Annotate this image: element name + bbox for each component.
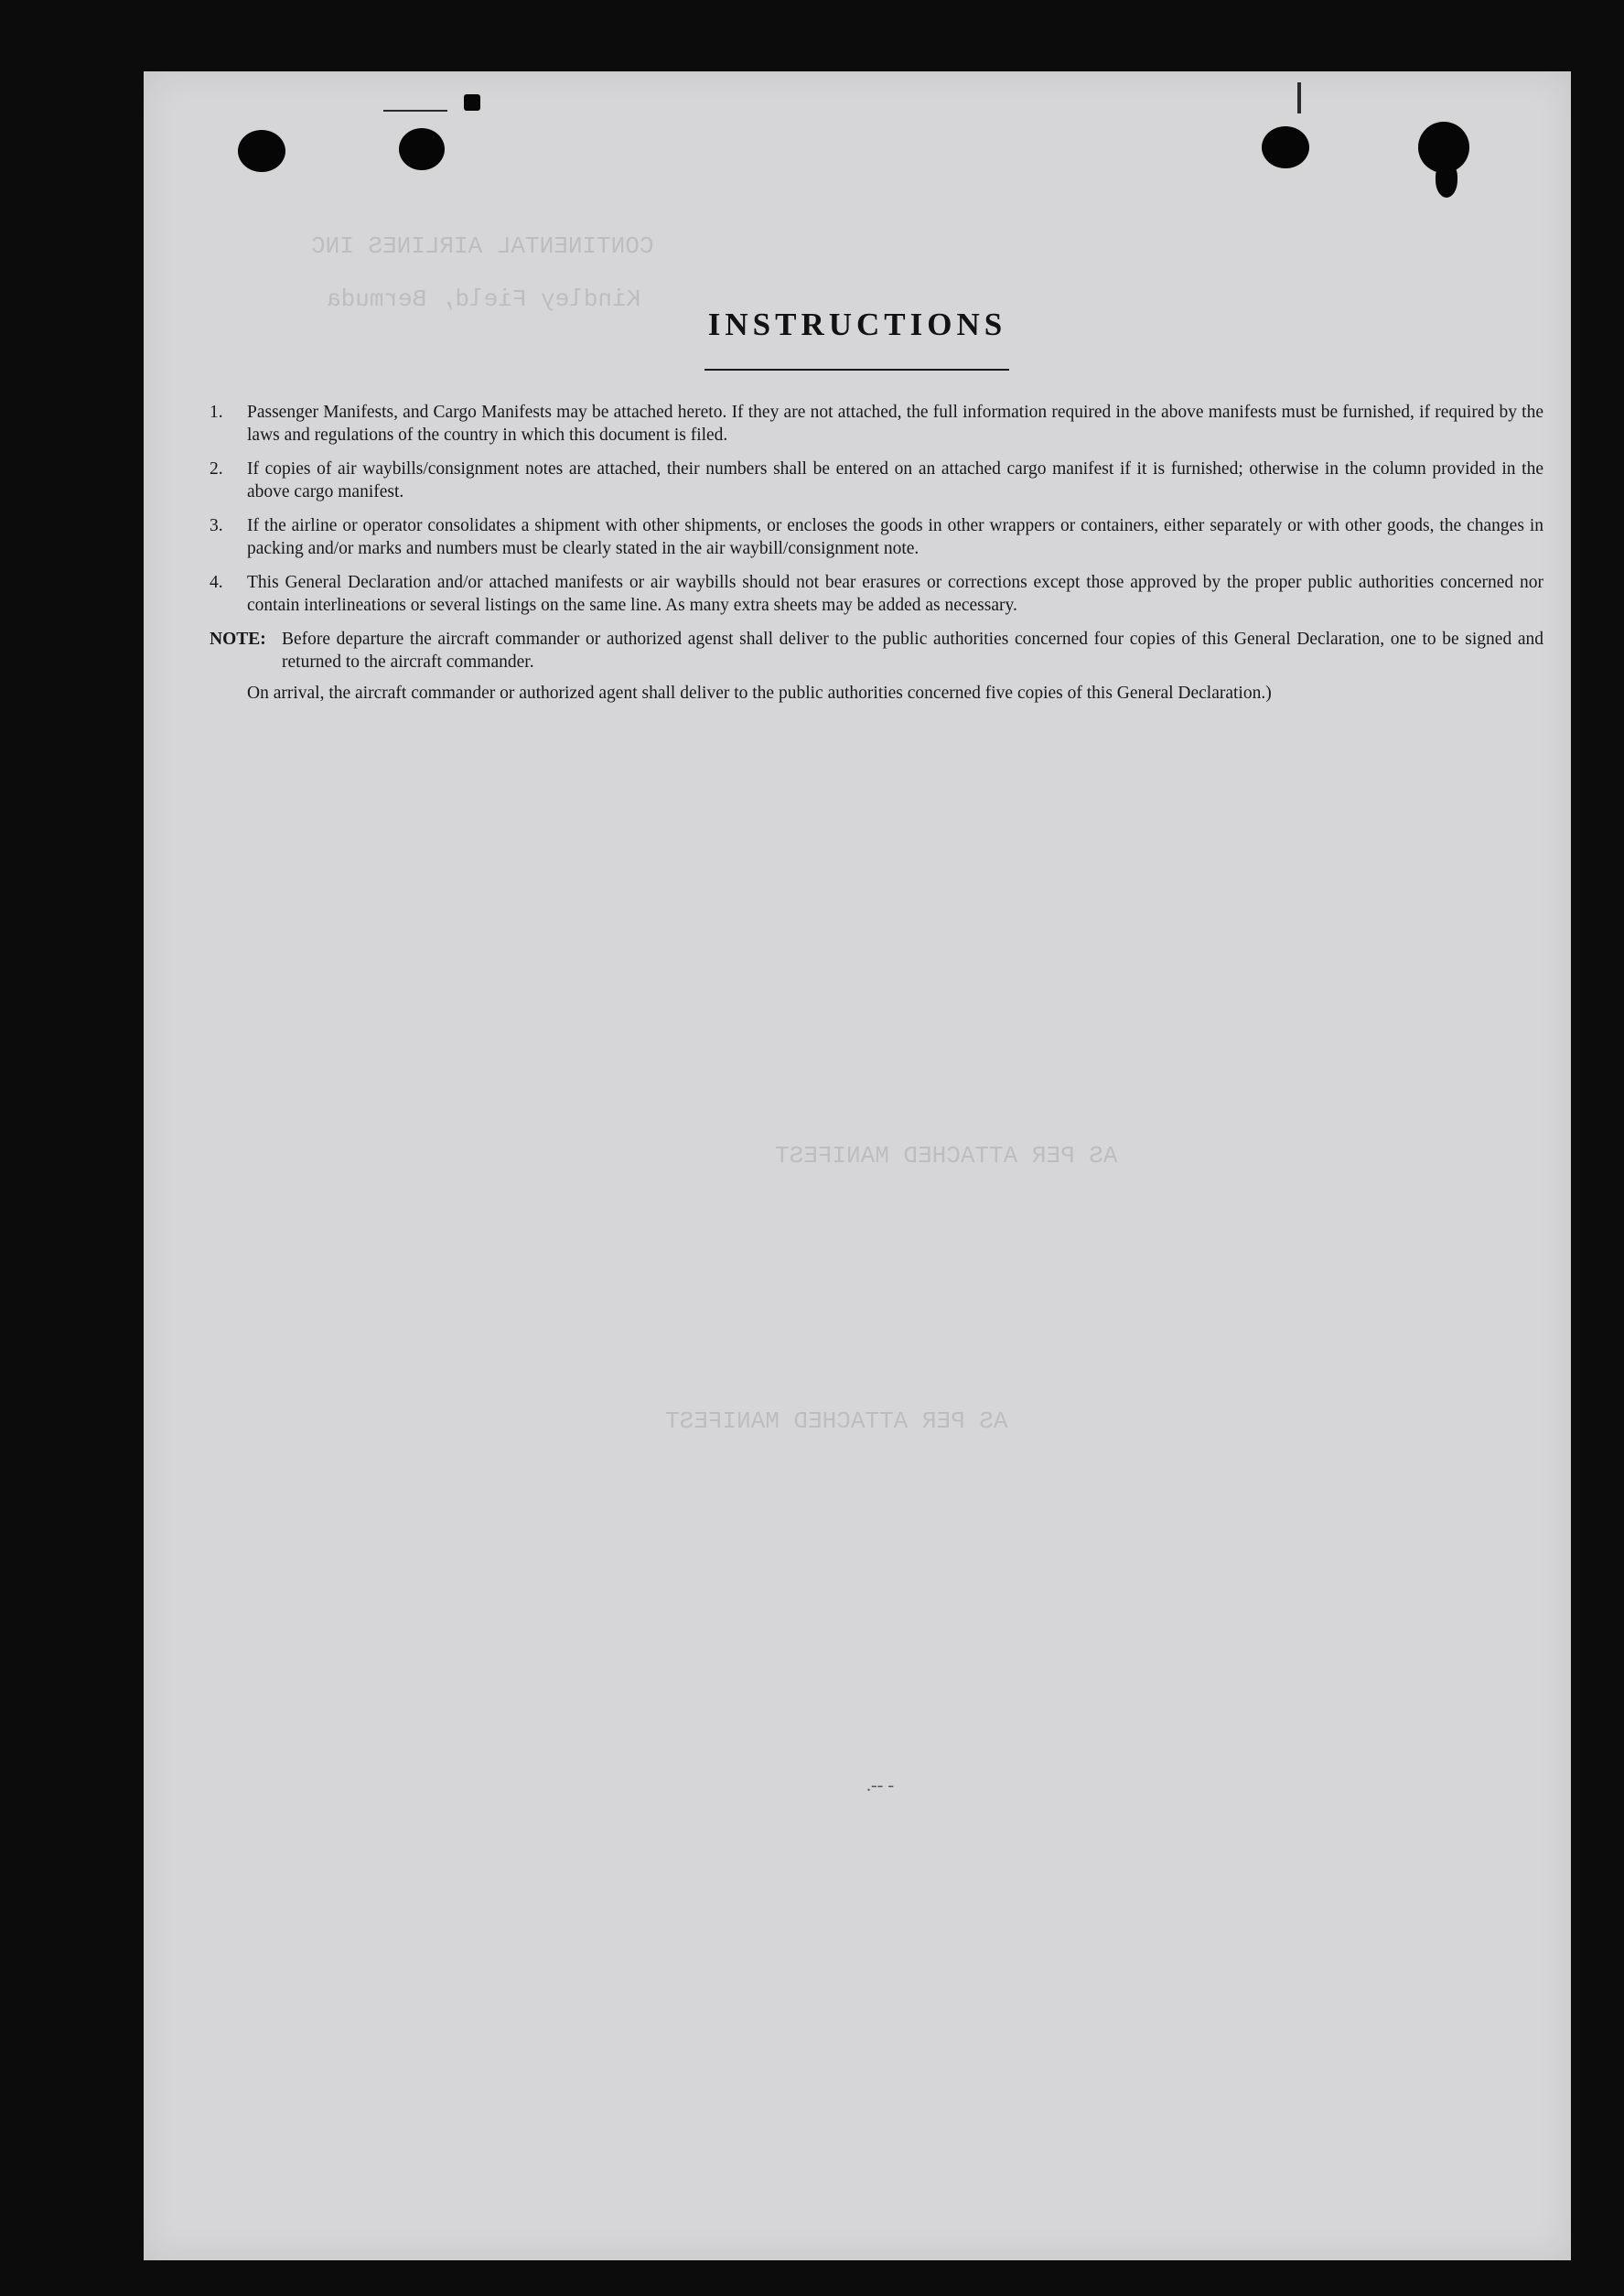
item-number: 1. (210, 403, 223, 422)
note-block (210, 628, 1543, 680)
punch-hole-tear (1436, 163, 1457, 198)
punch-hole (1262, 126, 1309, 168)
item-text: If copies of air waybills/consignment notes are attached, their numbers shall be entered on an attached cargo manifest if it is furnished; otherwise in the column provided in the above cargo manifest. (247, 459, 1543, 501)
punch-hole (399, 128, 445, 170)
note-second-paragraph: On arrival, the aircraft commander or authorized agent shall deliver to the public authorities concerned five copies of this General Declaration.) (247, 684, 1272, 703)
item-number: 3. (210, 516, 223, 535)
title-underline (704, 369, 1009, 371)
item-number: 2. (210, 459, 223, 479)
item-number: 4. (210, 573, 223, 592)
torn-mark (464, 94, 480, 111)
list-item (210, 458, 1543, 503)
item-text: If the airline or operator consolidates a shipment with other shipments, or encloses the goods in other wrappers or containers, either separately or with other goods, the changes in packing and/or marks and numbers must be clearly stated in the air waybill/consignment note. (247, 516, 1543, 558)
document-page (144, 71, 1571, 2260)
item-text: This General Declaration and/or attached manifests or air waybills should not bear erasures or corrections except those approved by the proper public authorities concerned nor contain interlineations or several listings on the same line. As many extra sheets may be added as necessary. (247, 573, 1543, 615)
bleed-through-text: AS PER ATTACHED MANIFEST (775, 1142, 1118, 1170)
list-item (210, 571, 1543, 617)
torn-mark (1297, 82, 1301, 113)
punch-hole (238, 130, 285, 172)
torn-mark (383, 110, 447, 112)
dash-mark: .-- - (866, 1775, 894, 1795)
bleed-through-text: CONTINENTAL AIRLINES INC (311, 232, 654, 260)
item-text: Passenger Manifests, and Cargo Manifests may be attached hereto. If they are not attached, the full information required in the above manifests must be furnished, if required by the laws and regulations of the country in which this document is filed. (247, 403, 1543, 445)
list-item (210, 401, 1543, 447)
bleed-through-text: Kindley Field, Bermuda (327, 286, 641, 313)
note-label: NOTE: (210, 630, 266, 649)
bleed-through-text: AS PER ATTACHED MANIFEST (665, 1407, 1008, 1435)
page-title: INSTRUCTIONS (707, 307, 1007, 342)
instructions-list (210, 401, 1543, 705)
list-item (210, 514, 1543, 560)
note-body (282, 628, 1543, 680)
note-first-paragraph: Before departure the aircraft commander or authorized agenst shall deliver to the public authorities concerned four copies of this General Declaration, one to be signed and returned to the aircraft commander. (282, 630, 1543, 672)
